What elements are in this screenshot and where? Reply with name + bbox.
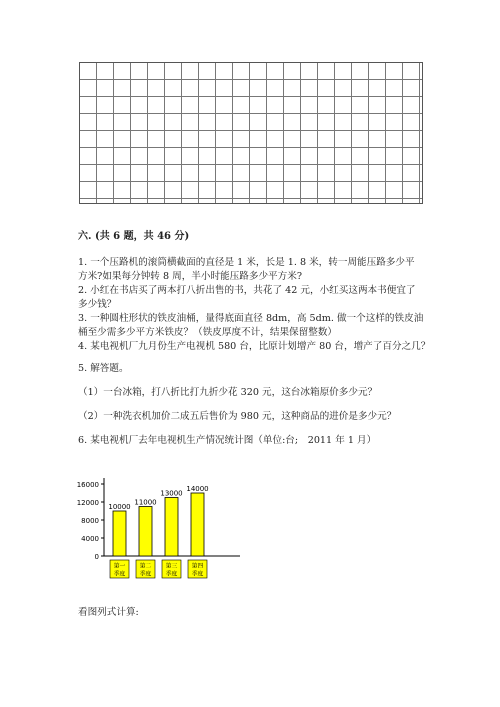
bar (165, 498, 178, 557)
bar (139, 507, 152, 557)
y-tick-label: 8000 (81, 517, 99, 525)
bar-data-label: 10000 (108, 503, 131, 511)
question-2-line-2: 多少钱？ (78, 299, 117, 310)
y-tick-label: 12000 (76, 499, 99, 507)
question-1-line-2: 方米?如果每分钟转 8 周，半小时能压路多少平方米? (78, 271, 302, 282)
question-5-sub-2: （2）一种洗衣机加价二成五后售价为 980 元，这种商品的进价是多少元？ (78, 411, 397, 422)
question-3-line-2: 桶至少需多少平方米铁皮？（铁皮厚度不计，结果保留整数） (78, 327, 338, 338)
category-label-line-1: 第二 (139, 563, 152, 570)
section-heading: 六. (共 6 题，共 46 分) (78, 231, 190, 242)
question-5-title: 5. 解答题。 (78, 363, 129, 374)
bar-data-label: 13000 (160, 489, 183, 498)
question-1-line-1: 1. 一个压路机的滚筒横截面的直径是 1 米，长是 1. 8 米，转一周能压路多少平 (78, 257, 415, 268)
category-label-line-2: 季度 (113, 571, 126, 578)
bar (113, 511, 126, 556)
question-6-prompt: 看图列式计算: (78, 607, 139, 618)
category-label-line-1: 第三 (165, 563, 178, 570)
bar (191, 493, 204, 556)
category-label-line-1: 第一 (113, 563, 126, 570)
question-6-title: 6. 某电视机厂去年电视机生产情况统计图（单位:台; 2011 年 1 月） (78, 435, 377, 446)
question-2-line-1: 2. 小红在书店买了两本打八折出售的书，共花了 42 元，小红买这两本书便宜了 (78, 285, 416, 296)
bar-data-label: 11000 (134, 498, 157, 507)
production-bar-chart (70, 460, 250, 590)
question-3-line-1: 3. 一种圆柱形状的铁皮油桶，量得底面直径 8dm，高 5dm. 做一个这样的铁皮油 (78, 313, 424, 324)
writing-grid (79, 62, 423, 204)
y-tick-label: 16000 (76, 481, 99, 489)
category-label-line-2: 季度 (139, 571, 152, 578)
category-label-line-2: 季度 (191, 571, 204, 578)
y-tick-label: 4000 (81, 535, 99, 543)
bar-data-label: 14000 (186, 485, 209, 493)
y-tick-label: 0 (94, 553, 99, 561)
question-5-sub-1: （1）一台冰箱，打八折比打九折少花 320 元，这台冰箱原价多少元？ (78, 387, 378, 398)
category-label-line-1: 第四 (191, 563, 204, 570)
question-4: 4. 某电视机厂九月份生产电视机 580 台，比原计划增产 80 台，增产了百分之几？ (78, 341, 431, 352)
category-label-line-2: 季度 (165, 571, 178, 578)
